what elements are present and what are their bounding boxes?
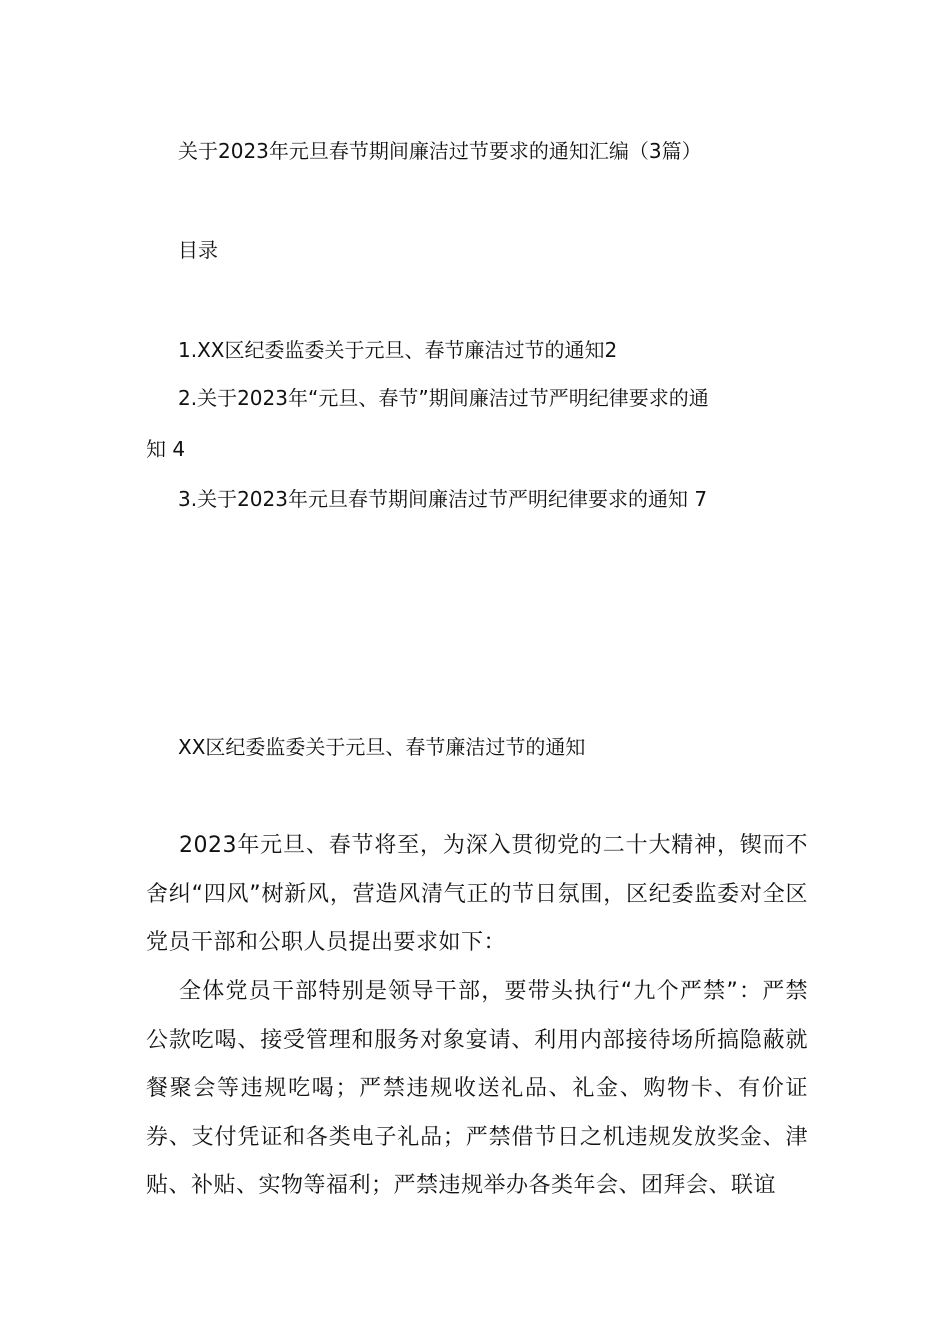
document-title: 关于2023年元旦春节期间廉洁过节要求的通知汇编（3篇）: [178, 139, 702, 163]
toc-heading: 目录: [178, 238, 218, 262]
toc-item-3: 3.关于2023年元旦春节期间廉洁过节严明纪律要求的通知 7: [178, 487, 708, 511]
toc-item-2: 2.关于2023年“元旦、春节”期间廉洁过节严明纪律要求的通: [178, 386, 709, 410]
section-title: XX区纪委监委关于元旦、春节廉洁过节的通知: [178, 735, 586, 759]
body-paragraph-1: 2023年元旦、春节将至，为深入贯彻党的二十大精神，锲而不舍纠“四风”树新风，营造风清气正的节日氛围，区纪委监委对全区党员干部和公职人员提出要求如下：: [146, 833, 808, 956]
body-paragraph-2: 全体党员干部特别是领导干部，要带头执行“九个严禁”：严禁公款吃喝、接受管理和服务对象宴请、利用内部接待场所搞隐蔽就餐聚会等违规吃喝；严禁违规收送礼品、礼金、购物卡、有价证券、支付凭证和各类电子礼品；严禁借节日之机违规发放奖金、津贴、补贴、实物等福利；严禁违规举办各类年会、团拜会、联谊: [146, 979, 808, 1199]
toc-item-2-continuation: 知 4: [146, 437, 186, 461]
toc-item-1: 1.XX区纪委监委关于元旦、春节廉洁过节的通知2: [178, 338, 618, 362]
